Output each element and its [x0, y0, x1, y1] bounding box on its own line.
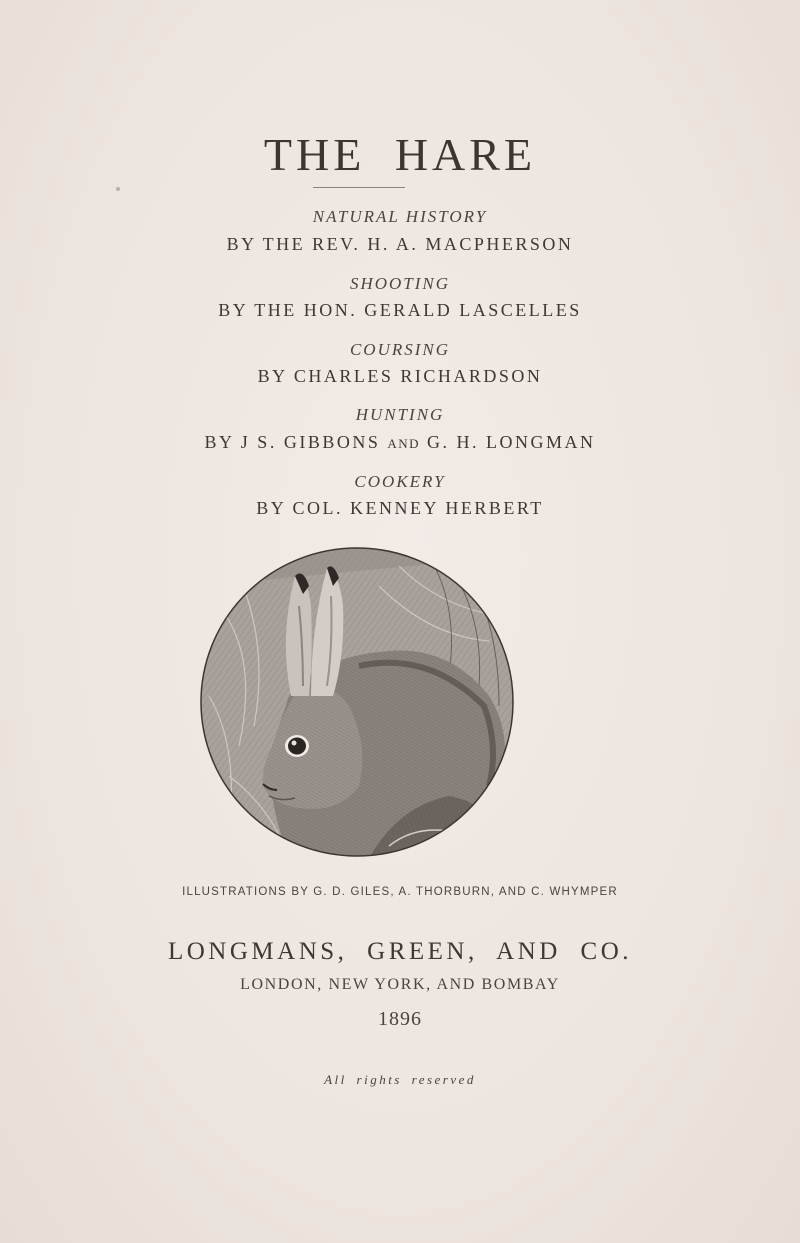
- hunting-author-and: AND: [387, 436, 421, 451]
- hunting-author-first: BY J S. GIBBONS: [204, 432, 381, 452]
- section-label-cookery: COOKERY: [354, 472, 446, 491]
- publication-year: 1896: [378, 1008, 422, 1030]
- rights-notice: All rights reserved: [324, 1072, 476, 1087]
- section-label-shooting: SHOOTING: [349, 274, 451, 293]
- book-title: THE HARE: [263, 129, 537, 180]
- paper-speck: [116, 187, 120, 191]
- section-author-coursing: BY CHARLES RICHARDSON: [257, 366, 543, 386]
- section-label-hunting: HUNTING: [355, 405, 445, 424]
- publisher-name: LONGMANS, GREEN, AND CO.: [167, 938, 632, 965]
- publisher-places: LONDON, NEW YORK, AND BOMBAY: [240, 976, 560, 993]
- section-label-natural-history: NATURAL HISTORY: [312, 207, 488, 226]
- title-rule: [313, 187, 405, 188]
- hare-medallion-image: [199, 546, 515, 858]
- hunting-author-second: G. H. LONGMAN: [427, 432, 596, 452]
- section-author-hunting: [0, 432, 800, 453]
- section-author-natural-history: BY THE REV. H. A. MACPHERSON: [226, 234, 574, 254]
- section-author-cookery: BY COL. KENNEY HERBERT: [256, 498, 544, 518]
- illustrations-credit: ILLUSTRATIONS BY G. D. GILES, A. THORBURN, AND C. WHYMPER: [182, 886, 618, 898]
- section-author-shooting: BY THE HON. GERALD LASCELLES: [218, 300, 582, 320]
- section-label-coursing: COURSING: [349, 340, 451, 359]
